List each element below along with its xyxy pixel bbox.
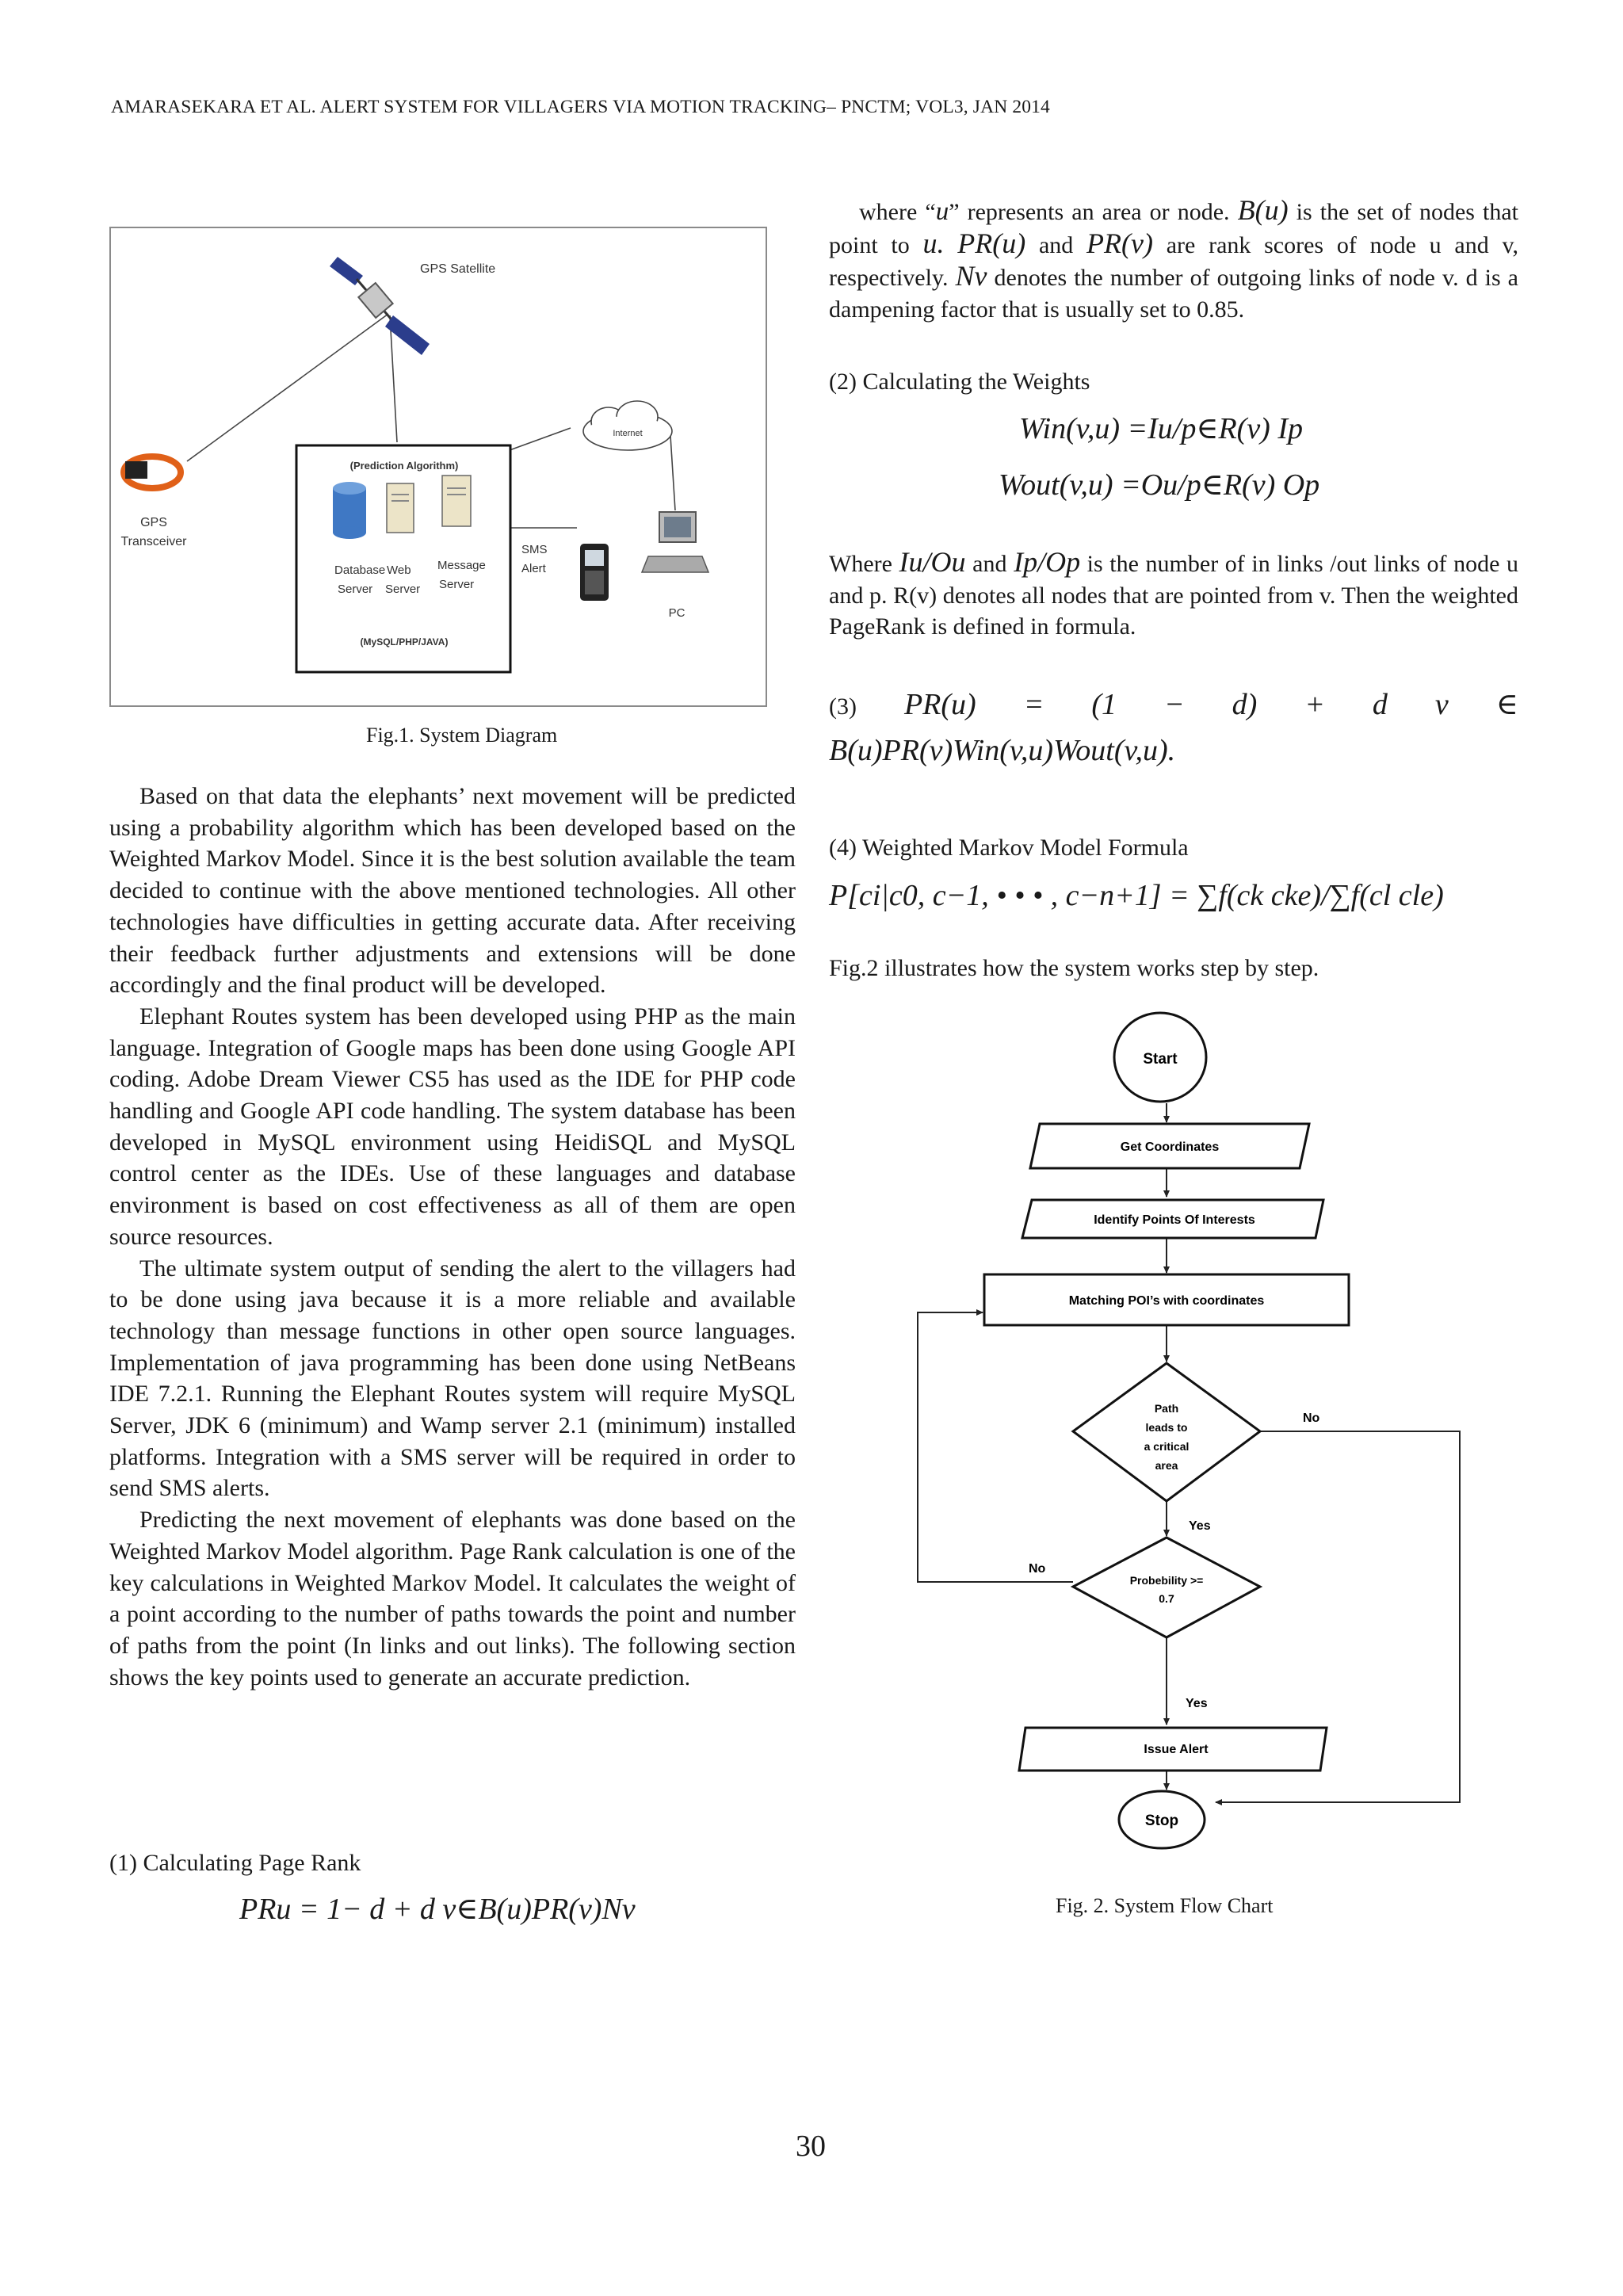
yes1-label: Yes <box>1189 1519 1211 1533</box>
database-icon <box>333 482 366 539</box>
running-head: AMARASEKARA ET AL. ALERT SYSTEM FOR VILLAGERS VIA MOTION TRACKING– PNCTM; VOL3, JAN 2014 <box>111 97 1050 117</box>
web-server-label-1: Web <box>387 563 411 577</box>
figure1-system-diagram <box>109 227 767 707</box>
path-label-3: a critical <box>1144 1440 1190 1453</box>
internet-cloud-icon <box>583 401 672 450</box>
left-column <box>109 781 796 1693</box>
database-server-label-1: Database <box>334 563 386 577</box>
satellite-to-transceiver-link <box>187 314 388 461</box>
gps-satellite-label: GPS Satellite <box>420 262 496 276</box>
formula3-line1: (3) PR(u) = (1 − d) + d v ∈ <box>829 688 1518 721</box>
issue-alert-label: Issue Alert <box>1144 1743 1209 1756</box>
stop-label: Stop <box>1144 1813 1179 1829</box>
sms-alert-label-2: Alert <box>521 562 546 575</box>
message-server-label-1: Message <box>437 559 486 572</box>
formula-wout: Wout(v,u) =Ou/p∈R(v) Op <box>999 468 1320 502</box>
yes2-label: Yes <box>1186 1697 1208 1710</box>
sms-alert-label-1: SMS <box>521 543 548 556</box>
start-label: Start <box>1143 1051 1178 1068</box>
paragraph-php: Elephant Routes system has been developed using PHP as the main language. Integration of Google maps has been done using Google API coding. Adobe Dream Viewer CS5 has used as the IDE for PHP code handling and Google API code handling. The system database has been developed in MySQL environment using HeidiSQL and MySQL control center as the IDEs. Use of these languages and database environment is based on cost effectiveness as all of them are open source resources. <box>109 1003 796 1250</box>
get-coordinates-label: Get Coordinates <box>1120 1140 1220 1154</box>
paragraph-java: The ultimate system output of sending the alert to the villagers had to be done using java because it is a more reliable and available technology than message functions in other open source languages. Implementation of java programming has been done using NetBeans IDE 7.2.1. Running the Elephant Routes system will require MySQL Server, JDK 6 (minimum) and Wamp server 2.1 (minimum) installed platforms. Integration with a SMS server will be required in order to send SMS alerts. <box>109 1255 796 1502</box>
message-server-label-2: Server <box>439 578 475 591</box>
gps-transceiver-icon <box>124 457 181 488</box>
probability-label-2: 0.7 <box>1159 1592 1174 1605</box>
figure2-caption: Fig. 2. System Flow Chart <box>1056 1894 1274 1917</box>
page-number: 30 <box>796 2130 826 2163</box>
server-to-internet-link <box>510 428 571 450</box>
intro-paragraph: where “u” represents an area or node. B(u) is the set of nodes that point to u. PR(u) and PR(v) are rank scores of node u and v, respectively. Nv denotes the number of outgoing links of node v. d is a dampening factor that is usually set to 0.85. <box>829 194 1519 323</box>
gps-transceiver-label-2: Transceiver <box>120 535 187 548</box>
message-server-icon <box>442 476 471 526</box>
formula-markov: P[ci|c0, c−1, • • • , c−n+1] = ∑f(ck cke)/∑f(cl cle) <box>829 879 1444 912</box>
identify-poi-label: Identify Points Of Interests <box>1094 1213 1255 1227</box>
probability-decision-node <box>1073 1538 1260 1637</box>
stack-label: (MySQL/PHP/JAVA) <box>360 636 449 648</box>
internet-to-pc-link <box>670 436 675 510</box>
fig2-intro: Fig.2 illustrates how the system works step by step. <box>829 955 1319 981</box>
formula-win: Win(v,u) =Iu/p∈R(v) Ip <box>1019 412 1303 445</box>
mobile-phone-icon <box>580 544 609 601</box>
no-right-label: No <box>1303 1412 1320 1425</box>
figure2-flow-chart <box>903 1008 1474 1864</box>
section4-heading: (4) Weighted Markov Model Formula <box>829 835 1189 861</box>
pc-label: PC <box>668 606 685 620</box>
path-label-4: area <box>1155 1459 1178 1472</box>
probability-label-1: Probebility >= <box>1129 1574 1204 1587</box>
formula3-number: (3) <box>829 693 857 720</box>
section2-heading: (2) Calculating the Weights <box>829 369 1090 395</box>
paragraph-prediction: Based on that data the elephants’ next movement will be predicted using a probability algorithm which has been developed based on the Weighted Markov Model. Since it is the best solution available the team decided to continue with the above mentioned technologies. All other technologies have difficulties in getting accurate data. After receiving their feedback further adjustments and extensions will be done accordingly and the final product will be developed. <box>109 783 796 999</box>
where-paragraph: Where Iu/Ou and Ip/Op is the number of in links /out links of node u and p. R(v) denotes all nodes that are pointed from v. Then the weighted PageRank is defined in formula. <box>829 546 1518 640</box>
matching-label: Matching POI’s with coordinates <box>1068 1294 1265 1308</box>
internet-label: Internet <box>613 429 643 438</box>
formula3-line2: B(u)PR(v)Win(v,u)Wout(v,u). <box>829 734 1176 767</box>
paragraph-markov: Predicting the next movement of elephants was done based on the Weighted Markov Model algorithm. Page Rank calculation is one of the key calculations in Weighted Markov Model. It calculates the weight of a point according to the number of paths towards the point and number of paths from the point (In links and out links). The following section shows the key points used to generate an accurate prediction. <box>109 1507 796 1690</box>
gps-transceiver-label-1: GPS <box>140 516 167 529</box>
formula-pagerank: PRu = 1− d + d v∈B(u)PR(v)Nv <box>239 1893 636 1926</box>
no-left-label: No <box>1029 1562 1046 1576</box>
web-server-icon <box>387 483 414 533</box>
satellite-icon <box>330 257 430 355</box>
web-server-label-2: Server <box>385 583 421 596</box>
section1-heading: (1) Calculating Page Rank <box>109 1850 361 1876</box>
path-label-1: Path <box>1154 1402 1179 1415</box>
path-label-2: leads to <box>1145 1421 1188 1434</box>
database-server-label-2: Server <box>338 583 373 596</box>
right-column <box>829 195 1518 326</box>
prediction-algorithm-label: (Prediction Algorithm) <box>349 460 459 472</box>
pc-icon <box>642 512 708 572</box>
figure1-caption: Fig.1. System Diagram <box>366 724 558 747</box>
